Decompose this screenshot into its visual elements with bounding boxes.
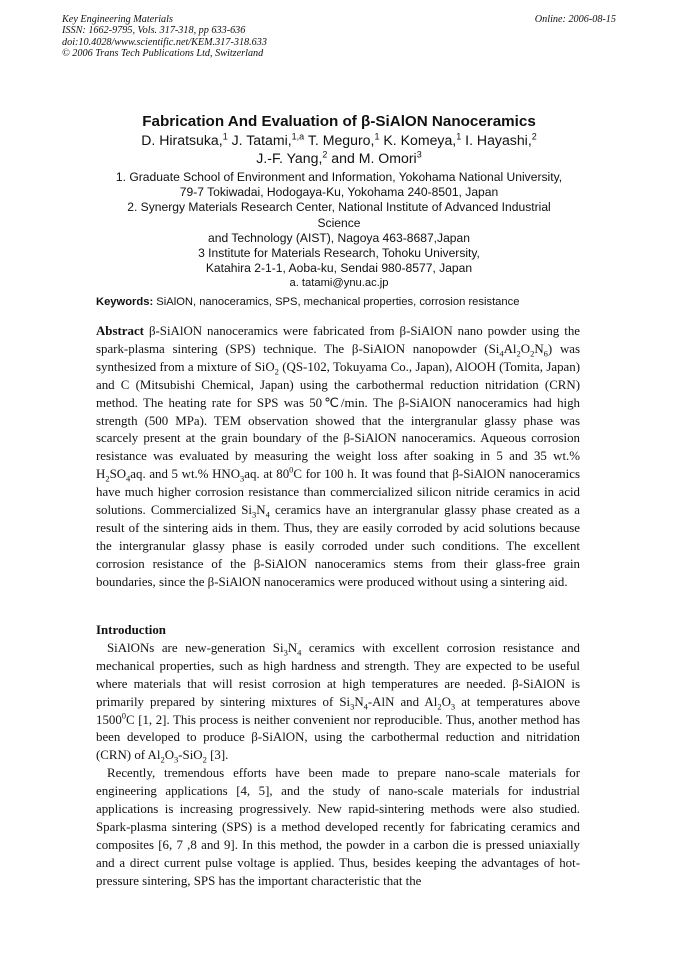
abstract-text: ) was synthesized from a mixture of SiO — [96, 341, 580, 374]
subscript: 4 — [265, 509, 270, 520]
paragraph: Recently, tremendous efforts have been made to prepare nano-scale materials for engineering applications [4, 5], and the study of nano-scale materials for industrial applications is increasing progressively. New rapid-sintering methods were also studied. Spark-plasma sintering (SPS) is a method developed recently for fabricating ceramics and composites [6, 7 ,8 and 9]. In this method, the powder in a carbon die is pressed uniaxially and a direct current pulse voltage is applied. Thus, besides keeping the advantages of hot-pressure sintering, SPS has the important characteristic that the — [96, 766, 580, 888]
author-affil-mark: 2 — [322, 149, 328, 160]
affiliation-line: 1. Graduate School of Environment and Information, Yokohama National University, — [115, 170, 563, 184]
author: T. Meguro, — [304, 132, 375, 148]
paragraph-text: N — [287, 640, 298, 655]
author-affil-mark: 3 — [416, 149, 422, 160]
paragraph — [96, 640, 580, 765]
title-block — [60, 112, 618, 291]
author: J. Tatami, — [227, 132, 292, 148]
subscript: 2 — [202, 754, 207, 765]
keywords-label: Keywords: — [96, 296, 154, 308]
subscript: 4 — [126, 473, 131, 484]
abstract-text: aq. and 5 wt.% HNO — [130, 467, 241, 482]
section-heading: Introduction — [96, 623, 166, 637]
author-affil-mark: 1 — [456, 131, 462, 142]
subscript: 3 — [283, 647, 288, 658]
keywords-text: SiAlON, nanoceramics, SPS, mechanical properties, corrosion resistance — [153, 296, 520, 308]
author: D. Hiratsuka, — [141, 132, 223, 148]
abstract-label: Abstract — [96, 324, 144, 338]
subscript: 3 — [350, 701, 355, 712]
abstract-text: O — [520, 341, 531, 356]
abstract-text: N — [256, 503, 266, 518]
paragraph-text: SiAlONs are new-generation Si — [107, 640, 284, 655]
abstract-text: N — [534, 341, 544, 356]
online-date: Online: 2006-08-15 — [534, 14, 616, 25]
keywords — [96, 295, 580, 309]
affiliations — [60, 170, 618, 276]
paragraph-text: N — [354, 694, 364, 709]
subscript: 2 — [160, 754, 165, 765]
subscript: 3 — [240, 473, 245, 484]
introduction-section — [96, 622, 580, 891]
paragraph-text: C [1, 2]. This process is neither convenient nor reproducible. Thus, another method has been developed to produce β-SiAlON, using the carbothermal reduction and nitridation (CRN) of Al — [96, 712, 580, 763]
paragraph-text: O — [164, 748, 175, 763]
subscript: 4 — [363, 701, 368, 712]
author: I. Hayashi, — [461, 132, 532, 148]
subscript: 4 — [297, 647, 302, 658]
subscript: 6 — [543, 348, 548, 359]
subscript: 3 — [252, 509, 257, 520]
author-list — [60, 131, 618, 167]
author-affil-mark: 1,a — [291, 131, 305, 142]
paragraph-text: [3]. — [206, 748, 229, 763]
paragraph-text: ceramics with excellent corrosion resistance and mechanical properties, such as high hardness and strength. They are expected to be useful where materials that will resist corrosion at high temperatures are needed. β-SiAlON is primarily prepared by sintering mixtures of Si — [96, 640, 580, 709]
affiliation-line: Science — [317, 215, 361, 230]
paragraph-text: O — [441, 694, 451, 709]
abstract-text: (QS-102, Tokuyama Co., Japan), AlOOH (Tomita, Japan) and C (Mitsubishi Chemical, Japan) using the carbothermal reduction nitridation (CRN) method. The heating rate for SPS was 50℃/min. The β-SiAlON nanoceramics had high strength (500 MPa). TEM observation showed that the intergranular glassy phase was scarcely present at the grain boundary of the β-SiAlON nanoceramics. Aqueous corrosion resistance was evaluated by measuring the weight loss after soaking in 5 and 35 wt.% H — [96, 359, 580, 482]
author-affil-mark: 2 — [531, 131, 537, 142]
contact-email: a. tatami@ynu.ac.jp — [289, 277, 389, 290]
subscript: 2 — [516, 348, 521, 359]
journal-header — [62, 14, 267, 60]
issn-line: ISSN: 1662-9795, Vols. 317-318, pp 633-636 — [62, 25, 246, 37]
subscript: 2 — [530, 348, 535, 359]
copyright-line: © 2006 Trans Tech Publications Ltd, Switzerland — [62, 48, 264, 60]
abstract-text: ceramics have an intergranular glassy phase created as a result of the sintering aids in them. Thus, they are easily corroded by acid solutions because the intergranular glassy phase is easily corroded under such conditions. The excellent corrosion resistance of the β-SiAlON nanoceramics stems from their glass-free grain boundaries, since the β-SiAlON nanoceramics were produced without using a sintering aid. — [96, 503, 580, 589]
doi-line: doi:10.4028/www.scientific.net/KEM.317-318.633 — [62, 36, 267, 48]
superscript: 0 — [289, 464, 294, 475]
subscript: 3 — [174, 754, 179, 765]
author: J.-F. Yang, — [256, 150, 323, 166]
paragraph-text: at temperatures above 1500 — [96, 694, 580, 727]
abstract — [96, 323, 580, 592]
subscript: 3 — [450, 701, 456, 712]
paragraph-text: -SiO — [178, 748, 203, 763]
author-affil-mark: 1 — [374, 131, 380, 142]
abstract-text: SO — [109, 467, 127, 482]
author-affil-mark: 1 — [222, 131, 228, 142]
subscript: 2 — [437, 701, 442, 712]
paragraph-text: -AlN and Al — [367, 694, 438, 709]
author: K. Komeya, — [379, 132, 457, 148]
paper-title: Fabrication And Evaluation of β-SiAlON Nanoceramics — [142, 113, 536, 130]
subscript: 2 — [105, 473, 110, 484]
affiliation-line: 3 Institute for Materials Research, Tohoku University, — [198, 246, 480, 261]
subscript: 2 — [274, 366, 279, 377]
abstract-text: aq. at 80 — [244, 467, 290, 482]
affiliation-line: and Technology (AIST), Nagoya 463-8687,Japan — [208, 230, 470, 245]
superscript: 0 — [121, 710, 127, 721]
affiliation-line: 2. Synergy Materials Research Center, National Institute of Advanced Industrial — [127, 200, 551, 215]
affiliation-line: Katahira 2-1-1, Aoba-ku, Sendai 980-8577, Japan — [205, 261, 473, 276]
affiliation-line: 79-7 Tokiwadai, Hodogaya-Ku, Yokohama 240-8501, Japan — [179, 185, 499, 200]
subscript: 4 — [499, 348, 504, 359]
abstract-text: Al — [503, 341, 517, 356]
journal-name: Key Engineering Materials — [62, 14, 173, 25]
author: and M. Omori — [327, 150, 417, 166]
abstract-text: C for 100 h. It was found that β-SiAlON nanoceramics have much higher corrosion resistance than commercialized silicon nitride ceramics in acid solutions. Commercialized Si — [96, 467, 580, 518]
abstract-text: β-SiAlON nanoceramics were fabricated from β-SiAlON nano powder using the spark-plasma sintering (SPS) technique. The β-SiAlON nanopowder (Si — [96, 324, 580, 356]
